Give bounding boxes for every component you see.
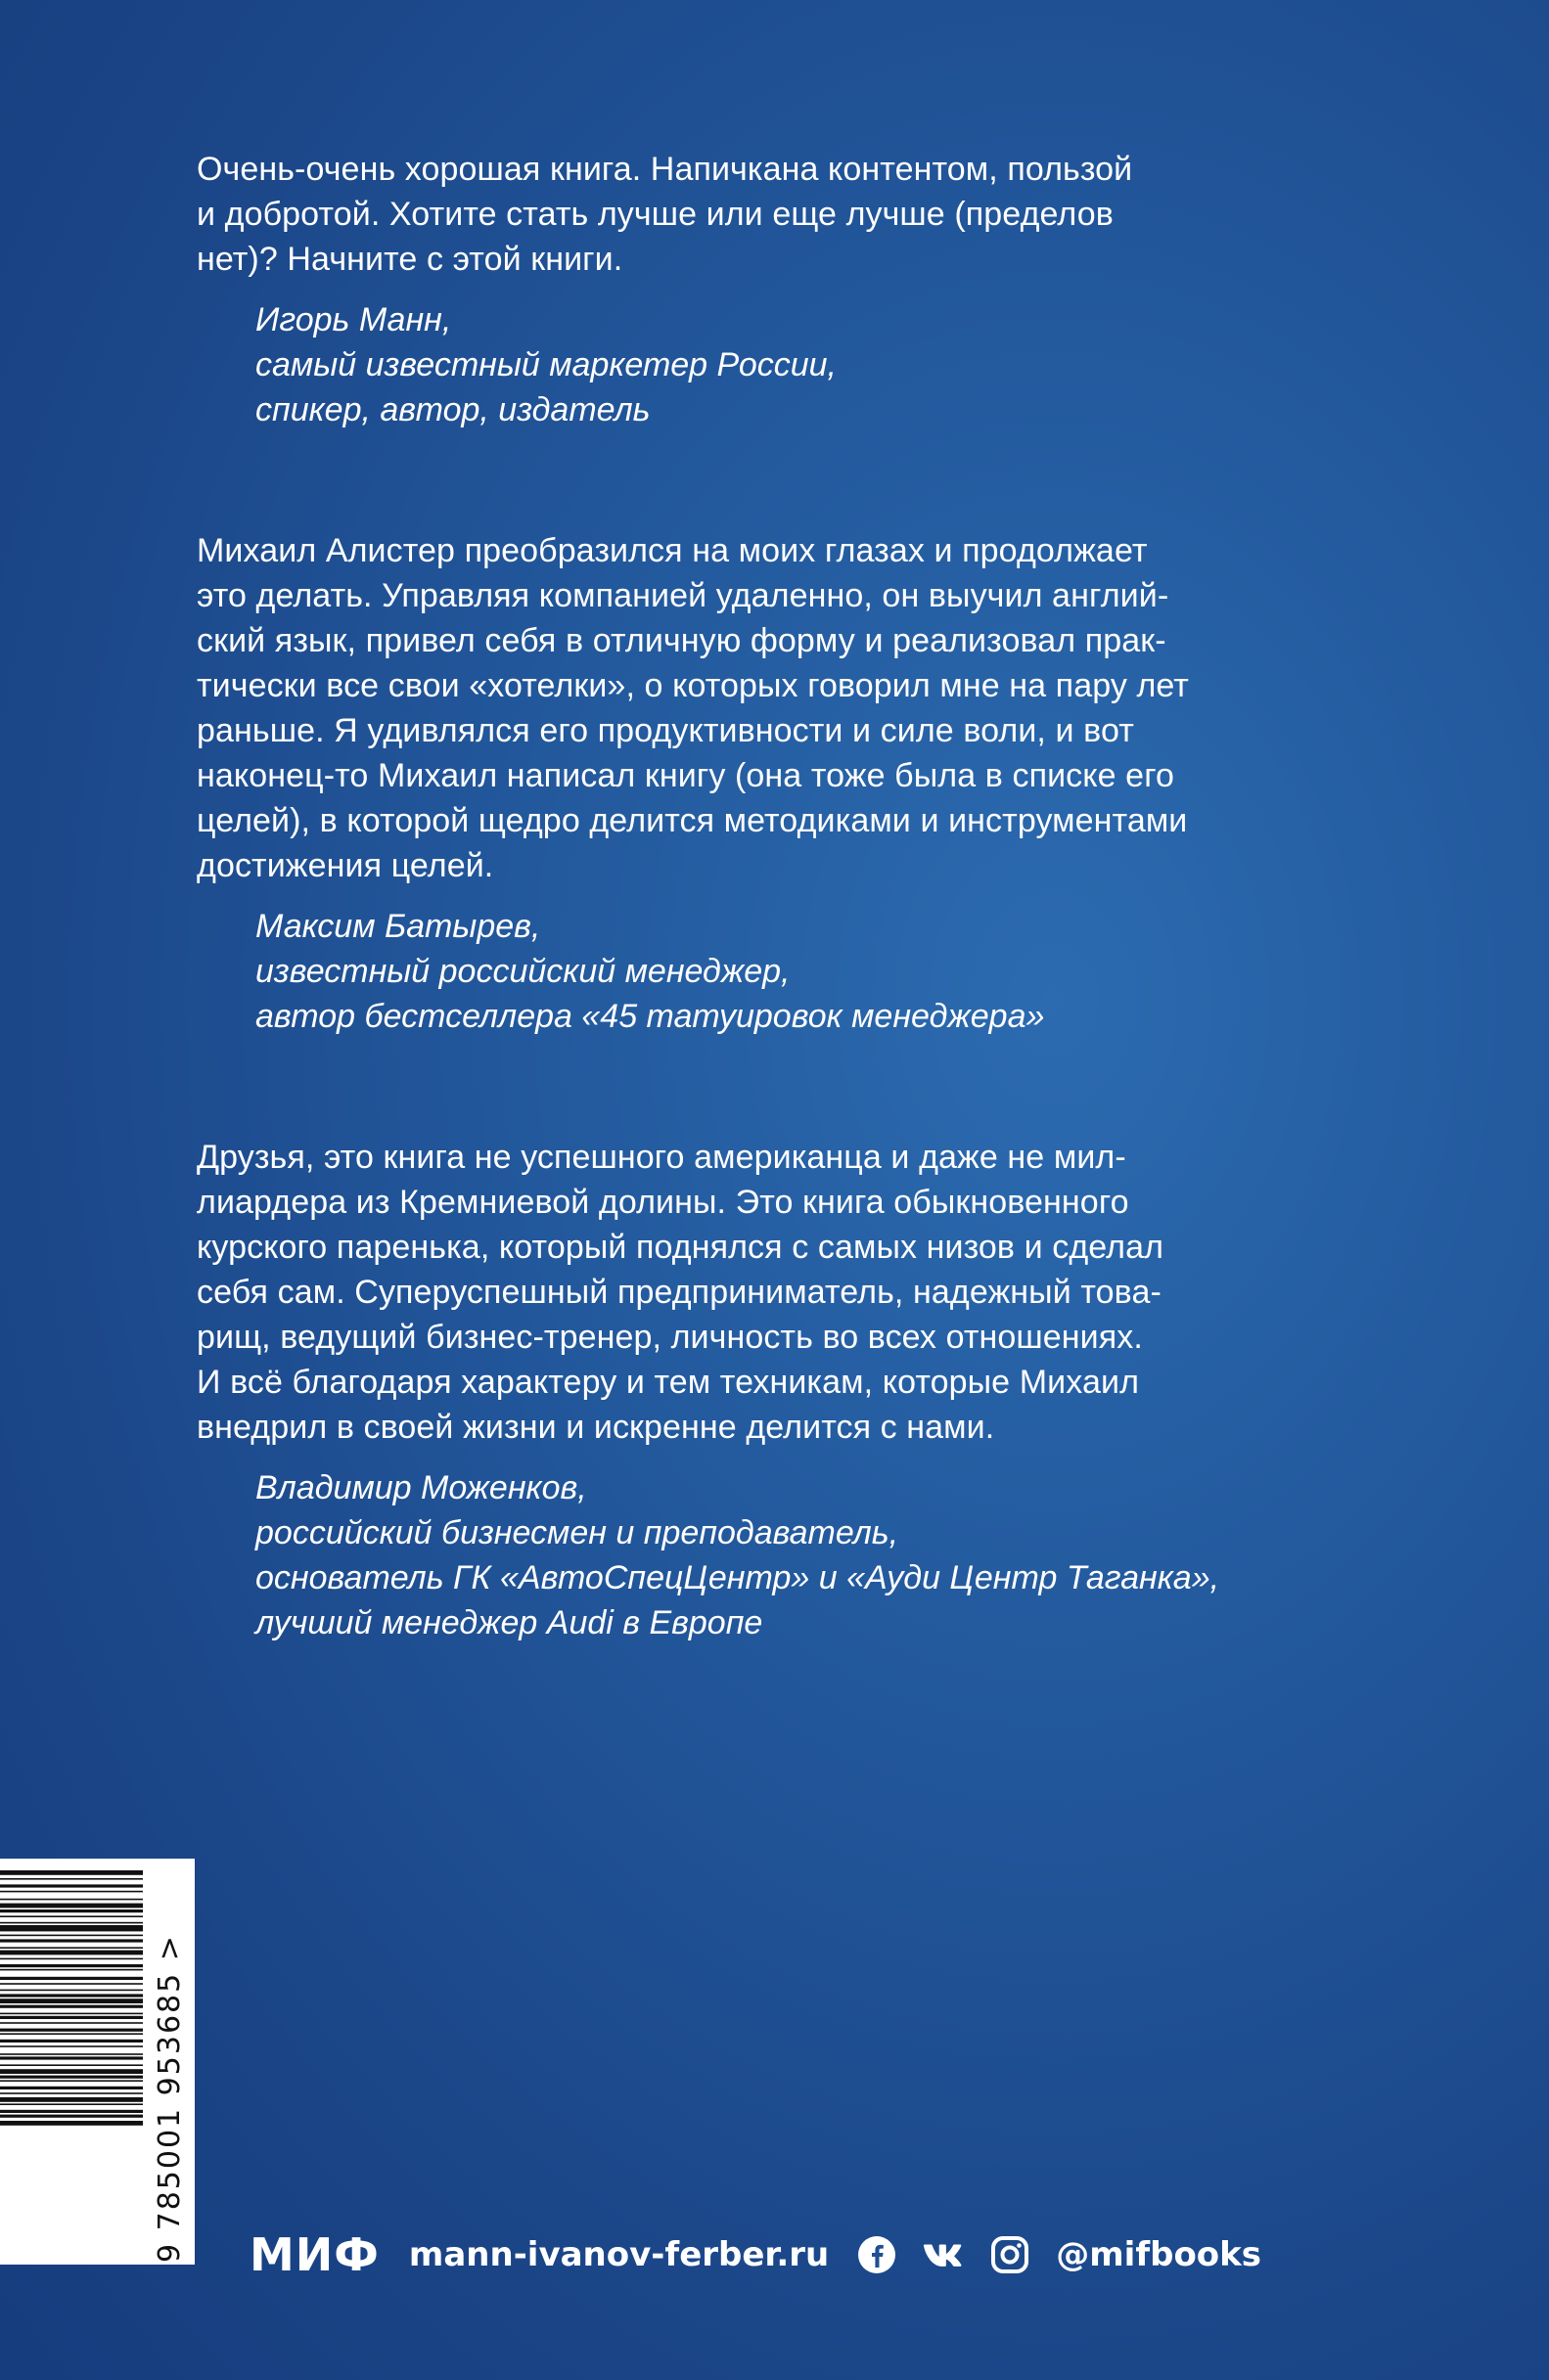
- review-author-role: лучший менеджер Audi в Европе: [255, 1604, 763, 1641]
- barcode-bar: [0, 2022, 143, 2024]
- barcode-bar: [0, 1951, 143, 1955]
- barcode-bar: [0, 2013, 143, 2015]
- barcode-bar: [0, 1870, 143, 1875]
- barcode-bar: [0, 1884, 143, 1887]
- review-attribution: [255, 1465, 1371, 1645]
- review-text: Очень-очень хорошая книга. Напичкана контентом, пользой и добротой. Хотите стать лучше или еще лучше (пределов нет)? Начните с этой книги.: [197, 151, 1133, 278]
- review-author: Игорь Манн,: [255, 301, 452, 338]
- review-author: Владимир Моженков,: [255, 1469, 587, 1506]
- review-3: [197, 1135, 1371, 1645]
- barcode-bar: [0, 2087, 143, 2089]
- barcode-bar: [0, 2053, 143, 2055]
- review-author-role: самый известный маркетер России,: [255, 346, 838, 383]
- reviews-section: [197, 147, 1371, 1645]
- footer: [250, 2227, 1261, 2282]
- review-attribution: [255, 904, 1371, 1039]
- instagram-icon[interactable]: [989, 2234, 1030, 2275]
- barcode-bar: [0, 1878, 143, 1880]
- barcode-bar: [0, 2016, 143, 2019]
- review-author-role: известный российский менеджер,: [255, 953, 791, 990]
- social-handle[interactable]: @mifbooks: [1056, 2235, 1262, 2274]
- barcode-bar: [0, 2045, 143, 2047]
- barcode-bar: [0, 2056, 143, 2059]
- review-author-role: основатель ГК «АвтоСпецЦентр» и «Ауди Центр Таганка»,: [255, 1559, 1220, 1596]
- barcode-bar: [0, 1947, 143, 1949]
- barcode-bar: [0, 1983, 143, 1985]
- review-text: Михаил Алистер преобразился на моих глазах и продолжает это делать. Управляя компанией удаленно, он выучил англий- ский язык, привел себя в отличную форму и реализовал прак- тически все свои «хотелки», о которых говорил мне на пару лет раньше. Я удивлялся его продуктивности и силе воли, и вот наконец-то Михаил написал книгу (она тоже была в списке его целей), в которой щедро делится методиками и инструментами достижения целей.: [197, 532, 1189, 884]
- barcode-bar: [0, 2080, 143, 2082]
- barcode-bar: [0, 1964, 143, 1967]
- barcode-bar: [0, 1891, 143, 1893]
- barcode-bar: [0, 1925, 143, 1931]
- barcode-bar: [0, 1935, 143, 1937]
- barcode-bar: [0, 2069, 143, 2074]
- barcode-bar: [0, 1899, 143, 1901]
- barcode-bar: [0, 1958, 143, 1960]
- barcode-bar: [0, 2033, 143, 2035]
- barcode-bar: [0, 2097, 143, 2102]
- review-attribution: [255, 297, 1371, 432]
- barcode-bar: [0, 1969, 143, 1971]
- barcode-bar: [0, 2005, 143, 2008]
- vk-icon[interactable]: [923, 2234, 964, 2275]
- barcode-bar: [0, 2029, 143, 2032]
- barcode-bar: [0, 2064, 143, 2066]
- barcode-bar: [0, 1904, 143, 1908]
- review-author-role: спикер, автор, издатель: [255, 391, 651, 428]
- review-author-role: автор бестселлера «45 татуировок менеджера»: [255, 998, 1045, 1035]
- publisher-logo: МИФ: [250, 2228, 380, 2281]
- barcode-bar: [0, 2076, 143, 2079]
- barcode-bar: [0, 1909, 143, 1912]
- barcode-bar: [0, 1977, 143, 1980]
- review-1: [197, 147, 1371, 432]
- website-link[interactable]: mann-ivanov-ferber.ru: [408, 2235, 830, 2274]
- review-author: Максим Батырев,: [255, 908, 541, 945]
- barcode-bars: [0, 1859, 147, 2265]
- barcode-bar: [0, 1990, 143, 1992]
- barcode-bar: [0, 1939, 143, 1942]
- barcode-bar: [0, 2092, 143, 2094]
- barcode-bar: [0, 2115, 143, 2118]
- barcode-bar: [0, 2110, 143, 2113]
- barcode-digits: 9 785001 953685 >: [153, 1934, 187, 2263]
- review-text: Друзья, это книга не успешного американца и даже не мил- лиардера из Кремниевой долины. Это книга обыкновенного курского паренька, который поднялся с самых низов и сделал себя сам. Суперуспешный предприниматель, надежный това- рищ, ведущий бизнес-тренер, личность во всех отношениях. И всё благодаря характеру и тем техникам, которые Михаил внедрил в своей жизни и искренне делится с нами.: [197, 1139, 1164, 1446]
- review-2: [197, 528, 1371, 1039]
- facebook-icon[interactable]: [856, 2234, 897, 2275]
- review-author-role: российский бизнесмен и преподаватель,: [255, 1514, 899, 1551]
- barcode-bar: [0, 1998, 143, 2003]
- barcode-bar: [0, 2040, 143, 2043]
- barcode-bar: [0, 2103, 143, 2105]
- barcode-bar: [0, 1915, 143, 1917]
- barcode-bar: [0, 1922, 143, 1924]
- barcode-bar: [0, 2121, 143, 2126]
- barcode-bar: [0, 1994, 143, 1997]
